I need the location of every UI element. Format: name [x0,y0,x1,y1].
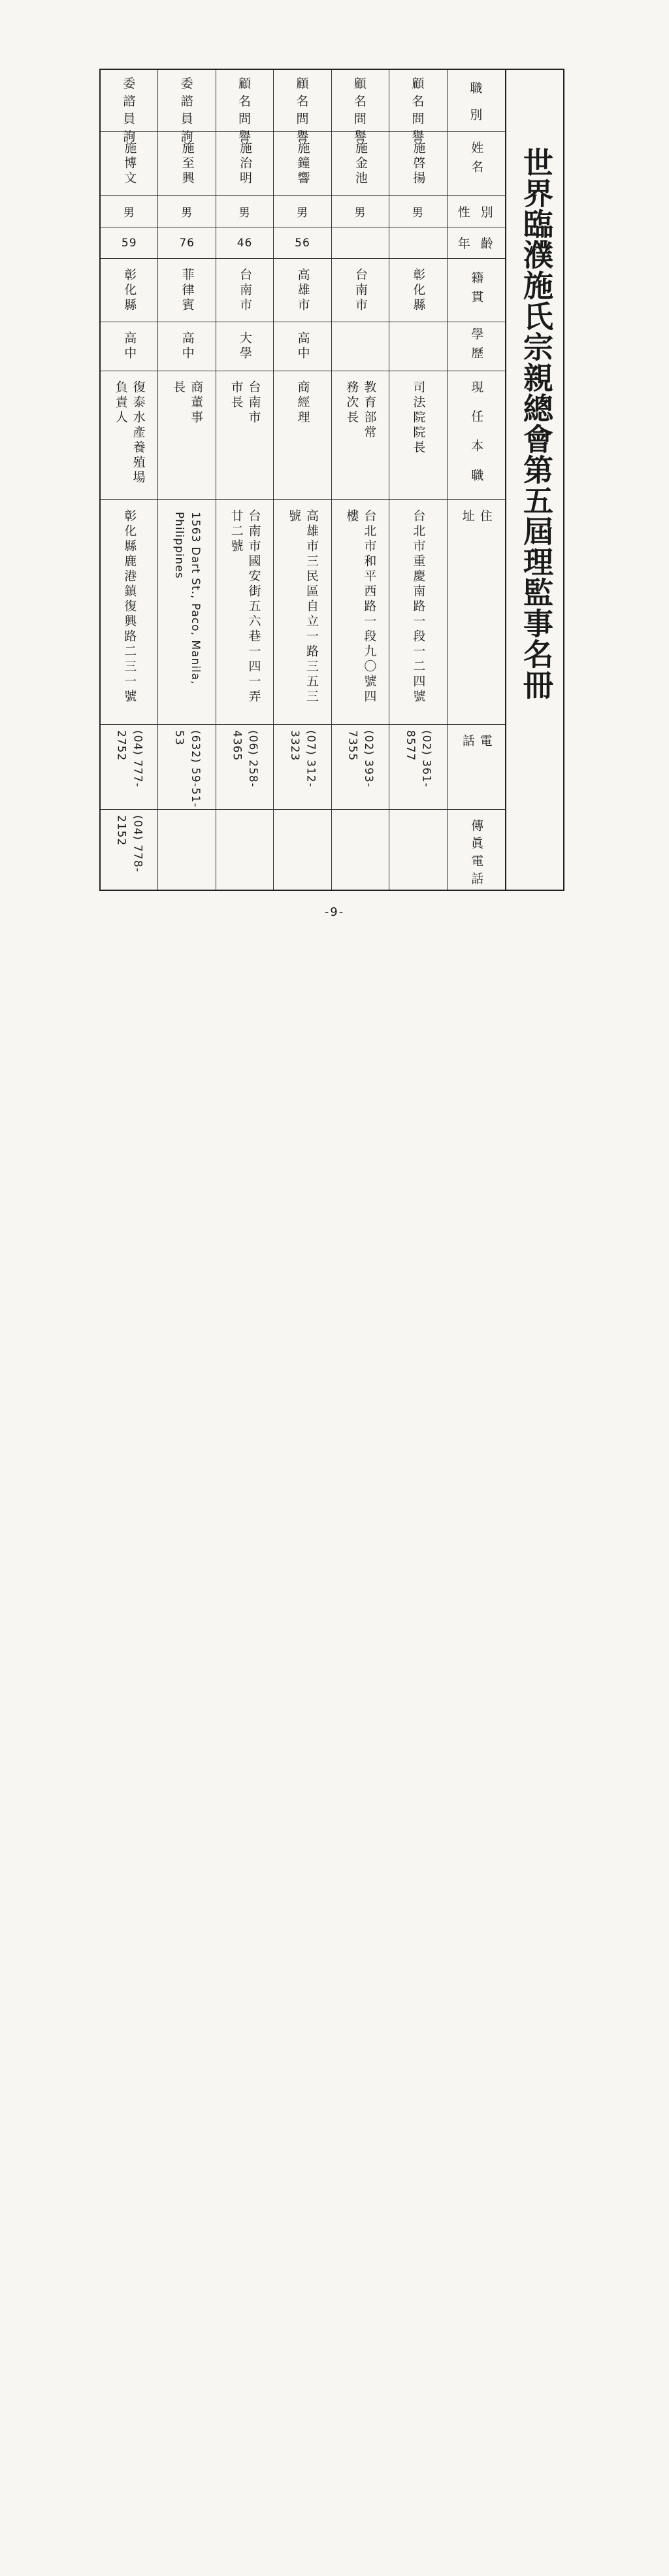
fax-cell [101,810,158,890]
phone-cell [216,725,274,810]
member-phone: (02) 393-7355 [346,730,376,788]
member-occupation: 商董事長 [171,380,204,426]
name-cell [101,132,158,196]
job-line-2: 問譽 [353,112,381,144]
member-education: 大學 [238,331,253,361]
gender-cell [389,196,447,227]
member-name: 施啓揚 [411,141,426,186]
member-occupation: 教育部常務次長 [344,380,377,441]
occupation-cell [389,371,447,500]
education-cell [332,322,389,371]
header-origin-label: 籍貫 [469,271,484,309]
member-gender: 男 [412,207,424,220]
member-name: 施至興 [180,141,195,186]
job-line-2: 員詢 [180,112,208,144]
education-cell [274,322,331,371]
origin-cell [101,259,158,322]
origin-cell [332,259,389,322]
origin-cell [274,259,331,322]
header-phone [448,725,505,810]
job-line-1: 顧名 [412,76,439,109]
member-origin: 高雄市 [295,267,310,313]
occupation-cell [274,371,331,500]
member-phone: (04) 777-2752 [114,730,144,788]
header-origin [448,259,505,322]
member-education: 高中 [180,331,195,361]
header-fax [448,810,505,890]
age-cell [274,227,331,259]
address-cell [101,500,158,725]
member-age: 56 [295,236,310,250]
roster-table [101,70,506,890]
member-origin: 台南市 [238,267,253,313]
member-occupation: 台南市市長 [229,380,261,426]
fax-cell [332,810,389,890]
phone-cell [158,725,216,810]
member-occupation: 商經理 [295,380,310,426]
phone-cell [389,725,447,810]
name-cell [332,132,389,196]
header-education [448,322,505,371]
origin-cell [216,259,274,322]
occupation-cell [216,371,274,500]
address-cell [274,500,331,725]
age-cell [332,227,389,259]
job-cell [158,70,216,144]
header-occupation [448,371,505,500]
header-age-label: 年齡 [457,237,504,251]
fax-cell [274,810,331,890]
member-phone: (632) 59-51-53 [172,730,202,808]
gender-cell [158,196,216,227]
page-title: 世界臨濮施氏宗親總會第五屆理監事名冊 [519,147,554,700]
job-line-2: 問譽 [296,112,323,144]
member-gender: 男 [238,207,251,220]
member-origin: 彰化縣 [411,267,426,313]
header-gender [448,196,505,227]
name-cell [389,132,447,196]
occupation-cell [332,371,389,500]
phone-cell [274,725,331,810]
header-fax-label: 傳眞電話 [469,819,484,890]
age-cell [389,227,447,259]
member-age [389,227,446,258]
member-education: 高中 [295,331,310,361]
age-cell [101,227,158,259]
education-cell [389,322,447,371]
gender-cell [332,196,389,227]
member-fax: (04) 778-2152 [114,815,144,873]
header-education-label: 學歷 [469,327,484,365]
occupation-cell [158,371,216,500]
job-line-1: 顧名 [296,76,323,109]
job-cell [332,70,389,144]
member-address: 高雄市三民區自立一路三五三號 [286,509,319,705]
member-name: 施鐘響 [295,141,310,186]
job-cell [216,70,274,144]
education-cell [216,322,274,371]
gender-cell [216,196,274,227]
job-line-1: 顧名 [238,76,266,109]
address-cell [389,500,447,725]
member-gender: 男 [354,207,367,220]
name-cell [274,132,331,196]
gender-cell [101,196,158,227]
member-phone: (06) 258-4365 [230,730,260,788]
header-job-2: 別 [470,108,497,122]
member-address: 台北市和平西路一段九〇號四樓 [344,509,377,705]
phone-cell [332,725,389,810]
member-origin: 台南市 [353,267,368,313]
job-line-1: 委諮 [180,76,208,109]
member-gender: 男 [296,207,308,220]
age-cell [158,227,216,259]
name-cell [216,132,274,196]
member-origin: 彰化縣 [122,267,137,313]
fax-cell [158,810,216,890]
member-gender: 男 [181,207,193,220]
job-line-1: 委諮 [123,76,150,109]
member-occupation: 司法院院長 [411,380,426,456]
member-origin: 菲律賓 [180,267,195,313]
age-cell [216,227,274,259]
education-cell [158,322,216,371]
member-age: 46 [237,236,253,250]
origin-cell [158,259,216,322]
member-gender: 男 [123,207,135,220]
member-name: 施博文 [122,141,137,186]
member-age: 59 [121,236,137,250]
header-address-label: 住址 [460,509,493,698]
header-name [448,132,505,196]
job-cell [389,70,447,144]
page-number: -9- [324,905,345,919]
address-cell [332,500,389,725]
header-name-label: 姓名 [469,141,484,179]
header-occupation-label: 現任本職 [469,380,484,498]
occupation-cell [101,371,158,500]
name-cell [158,132,216,196]
job-line-1: 顧名 [353,76,381,109]
job-cell [101,70,158,144]
header-age [448,227,505,259]
member-address: 台北市重慶南路一段一二四號 [411,509,426,705]
member-address: 1563 Dart St., Paco, Manila, Philippines [172,512,202,685]
fax-cell [389,810,447,890]
member-age: 76 [179,236,195,250]
job-line-2: 員詢 [123,112,150,144]
member-phone: (07) 312-3323 [287,730,318,788]
address-cell [216,500,274,725]
member-address: 彰化縣鹿港鎮復興路二三一號 [122,509,137,705]
member-age [332,227,389,258]
member-name: 施金池 [353,141,368,186]
member-roster-sheet [99,69,564,891]
header-job-1: 職 [470,81,497,95]
member-education: 高中 [122,331,137,361]
header-phone-label: 電話 [460,734,493,786]
header-job [448,70,505,132]
member-name: 施治明 [238,141,253,186]
job-line-2: 問譽 [238,112,266,144]
origin-cell [389,259,447,322]
address-cell [158,500,216,725]
member-address: 台南市國安街五六巷一四一弄廿二號 [229,509,261,705]
member-occupation: 復泰水產養殖場負責人 [113,380,146,486]
header-gender-label: 性別 [457,205,504,220]
member-phone: (02) 361-8577 [403,730,433,788]
gender-cell [274,196,331,227]
job-cell [274,70,331,144]
education-cell [101,322,158,371]
job-line-2: 問譽 [412,112,439,144]
header-address [448,500,505,725]
fax-cell [216,810,274,890]
phone-cell [101,725,158,810]
